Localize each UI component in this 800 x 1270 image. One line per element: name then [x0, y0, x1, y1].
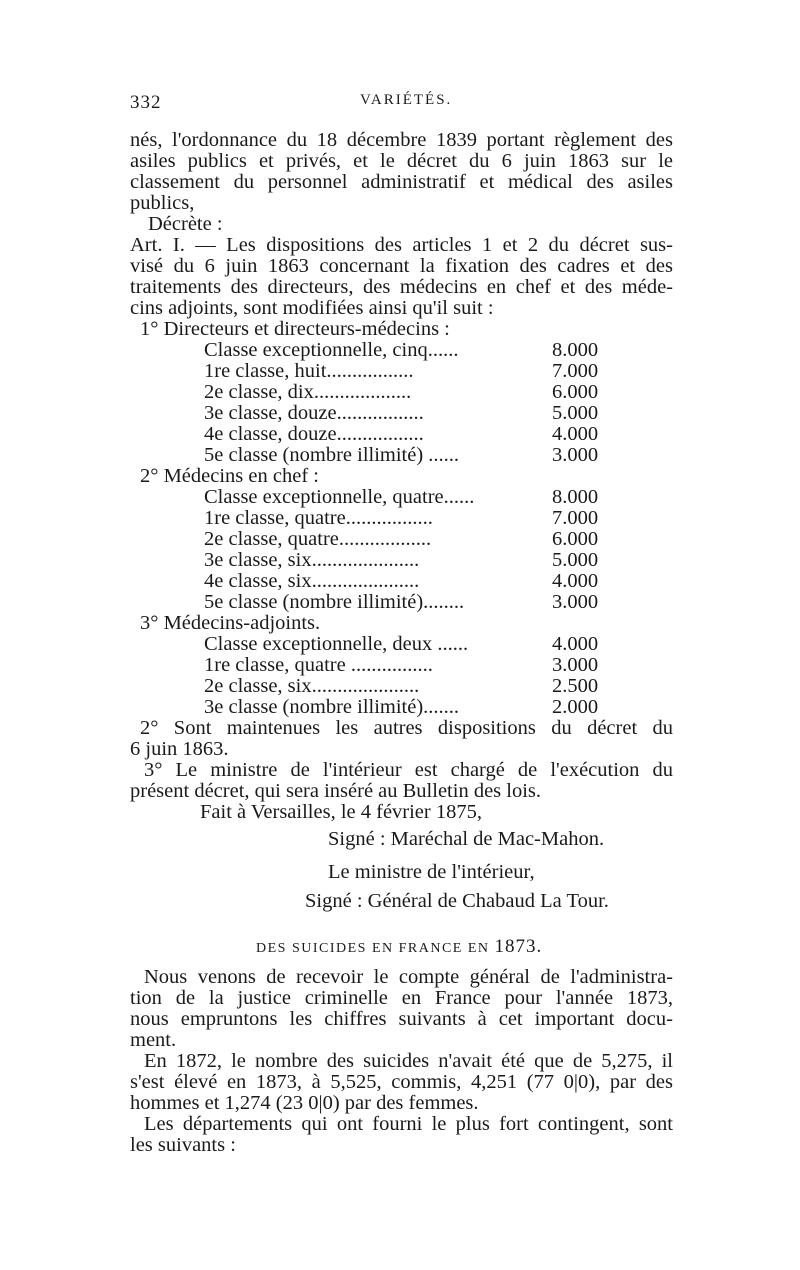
closing-line: 3° Le ministre de l'intérieur est chargé de l'exécution du [144, 759, 673, 781]
salary-value: 3.000 [552, 444, 599, 466]
salary-value: 4.000 [552, 633, 599, 655]
intro-line: publics, [130, 192, 195, 214]
salary-row [204, 676, 624, 697]
section-title [256, 936, 542, 958]
decrete-line: Décrète : [148, 213, 223, 235]
body-line: tion de la justice criminelle en France pour l'année 1873, [130, 987, 673, 1009]
body-line: les suivants : [130, 1134, 236, 1156]
running-title: VARIÉTÉS. [360, 92, 453, 108]
salary-row [204, 424, 624, 445]
salary-label: 1re classe, huit................. [204, 360, 414, 382]
page-number: 332 [130, 92, 162, 113]
salary-label: 4e classe, six..................... [204, 570, 420, 592]
salary-value: 3.000 [552, 654, 599, 676]
salary-value: 6.000 [552, 528, 599, 550]
salary-label: Classe exceptionnelle, deux ...... [204, 633, 469, 655]
salary-label: 3e classe (nombre illimité)....... [204, 696, 460, 718]
salary-row [204, 487, 624, 508]
salary-value: 4.000 [552, 570, 599, 592]
body-line: hommes et 1,274 (23 0|0) par des femmes. [130, 1092, 479, 1114]
salary-label: 2e classe, quatre.................. [204, 528, 432, 550]
section-title-text: DES SUICIDES EN FRANCE EN [256, 941, 490, 956]
salary-value: 8.000 [552, 339, 599, 361]
salary-label: 5e classe (nombre illimité) ...... [204, 444, 460, 466]
salary-value: 4.000 [552, 423, 599, 445]
body-line: En 1872, le nombre des suicides n'avait été que de 5,275, il [144, 1050, 673, 1072]
body-line: ment. [130, 1029, 177, 1051]
salary-label: 5e classe (nombre illimité)........ [204, 591, 465, 613]
salary-row [204, 361, 624, 382]
signature-minister: Signé : Général de Chabaud La Tour. [305, 890, 609, 912]
salary-row [204, 445, 624, 466]
salary-row [204, 340, 624, 361]
salary-label: Classe exceptionnelle, cinq...... [204, 339, 459, 361]
salary-label: 1re classe, quatre ................ [204, 654, 433, 676]
intro-line: asiles publics et privés, et le décret du 6 juin 1863 sur le [130, 150, 673, 172]
body-line: s'est élevé en 1873, à 5,525, commis, 4,251 (77 0|0), par des [130, 1071, 673, 1093]
salary-label: 1re classe, quatre................. [204, 507, 433, 529]
article-line: traitements des directeurs, des médecins en chef et des méde- [130, 276, 673, 298]
signature-president: Signé : Maréchal de Mac-Mahon. [328, 828, 605, 850]
article-line: Art. I. — Les dispositions des articles 1 et 2 du décret sus- [130, 234, 673, 256]
closing-line: 2° Sont maintenues les autres dispositions du décret du [140, 717, 673, 739]
body-line: nous empruntons les chiffres suivants à cet important docu- [130, 1008, 673, 1030]
salary-label: Classe exceptionnelle, quatre...... [204, 486, 475, 508]
salary-row [204, 634, 624, 655]
salary-group-heading: 2° Médecins en chef : [140, 465, 319, 487]
salary-row [204, 697, 624, 718]
salary-label: 3e classe, douze................. [204, 402, 424, 424]
salary-value: 6.000 [552, 381, 599, 403]
salary-row [204, 571, 624, 592]
body-line: Nous venons de recevoir le compte général de l'administra- [144, 966, 673, 988]
article-line: visé du 6 juin 1863 concernant la fixation des cadres et des [130, 255, 673, 277]
salary-row [204, 508, 624, 529]
page-header [130, 92, 670, 116]
salary-value: 2.500 [552, 675, 599, 697]
salary-group-heading: 3° Médecins-adjoints. [140, 612, 321, 634]
intro-line: classement du personnel administratif et médical des asiles [130, 171, 673, 193]
salary-value: 5.000 [552, 549, 599, 571]
section-title-year: 1873. [494, 936, 543, 957]
salary-value: 7.000 [552, 507, 599, 529]
place-date: Fait à Versailles, le 4 février 1875, [200, 801, 482, 823]
closing-line: présent décret, qui sera inséré au Bulletin des lois. [130, 780, 542, 802]
salary-row [204, 655, 624, 676]
salary-label: 4e classe, douze................. [204, 423, 424, 445]
closing-line: 6 juin 1863. [130, 738, 229, 760]
article-line: cins adjoints, sont modifiées ainsi qu'il suit : [130, 297, 494, 319]
salary-row [204, 403, 624, 424]
salary-value: 8.000 [552, 486, 599, 508]
salary-value: 2.000 [552, 696, 599, 718]
body-line: Les départements qui ont fourni le plus fort contingent, sont [144, 1113, 673, 1135]
salary-value: 5.000 [552, 402, 599, 424]
salary-row [204, 550, 624, 571]
intro-line: nés, l'ordonnance du 18 décembre 1839 portant règlement des [130, 129, 673, 151]
salary-label: 2e classe, dix................... [204, 381, 412, 403]
salary-value: 7.000 [552, 360, 599, 382]
minister-title: Le ministre de l'intérieur, [328, 861, 535, 883]
salary-row [204, 592, 624, 613]
salary-row [204, 529, 624, 550]
salary-value: 3.000 [552, 591, 599, 613]
salary-row [204, 382, 624, 403]
salary-group-heading: 1° Directeurs et directeurs-médecins : [140, 318, 450, 340]
salary-label: 3e classe, six..................... [204, 549, 420, 571]
salary-label: 2e classe, six..................... [204, 675, 420, 697]
